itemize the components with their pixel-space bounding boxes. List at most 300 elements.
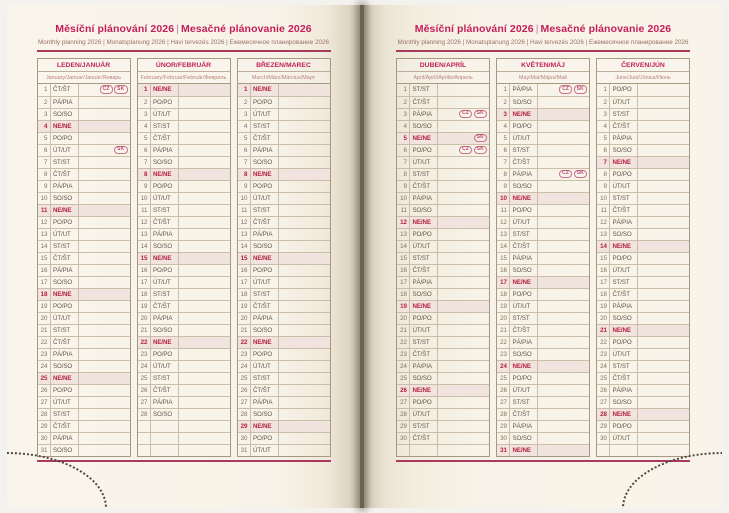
day-abbrev: PO/PO bbox=[251, 265, 279, 276]
day-row bbox=[497, 156, 589, 168]
day-row bbox=[597, 444, 689, 456]
notes-cell bbox=[179, 121, 230, 132]
day-number: 3 bbox=[138, 109, 151, 120]
day-abbrev: ST/ST bbox=[410, 253, 438, 264]
day-row bbox=[38, 432, 130, 444]
day-row bbox=[38, 348, 130, 360]
day-row bbox=[238, 432, 330, 444]
day-abbrev: SO/SO bbox=[410, 289, 438, 300]
notes-cell bbox=[638, 301, 689, 312]
day-row bbox=[497, 228, 589, 240]
day-row bbox=[497, 336, 589, 348]
day-number: 30 bbox=[397, 433, 410, 444]
notes-cell bbox=[538, 277, 589, 288]
day-number: 11 bbox=[38, 205, 51, 216]
notes-cell bbox=[538, 157, 589, 168]
day-number: 21 bbox=[238, 325, 251, 336]
day-row bbox=[597, 84, 689, 96]
day-abbrev: NE/NE bbox=[410, 385, 438, 396]
notes-cell bbox=[179, 229, 230, 240]
day-row bbox=[497, 432, 589, 444]
month-name: ČERVEN/JÚN bbox=[597, 59, 689, 73]
day-row bbox=[497, 252, 589, 264]
day-row bbox=[397, 408, 489, 420]
day-row bbox=[238, 192, 330, 204]
notes-cell bbox=[638, 181, 689, 192]
day-number: 24 bbox=[497, 361, 510, 372]
day-abbrev: ČT/ŠT bbox=[610, 289, 638, 300]
day-row bbox=[597, 216, 689, 228]
notes-cell bbox=[438, 409, 489, 420]
day-number: 6 bbox=[238, 145, 251, 156]
day-abbrev: SO/SO bbox=[51, 109, 79, 120]
day-abbrev: PO/PO bbox=[251, 349, 279, 360]
day-number: 11 bbox=[397, 205, 410, 216]
day-abbrev: SO/SO bbox=[510, 265, 538, 276]
month-table bbox=[137, 58, 231, 457]
day-number: 13 bbox=[138, 229, 151, 240]
day-abbrev: SO/SO bbox=[151, 325, 179, 336]
notes-cell bbox=[638, 433, 689, 444]
day-row bbox=[38, 204, 130, 216]
notes-cell bbox=[279, 421, 330, 432]
day-row bbox=[597, 240, 689, 252]
notes-cell bbox=[538, 337, 589, 348]
notes-cell bbox=[179, 397, 230, 408]
day-abbrev: PÁ/PIA bbox=[410, 193, 438, 204]
day-abbrev: PÁ/PIA bbox=[151, 145, 179, 156]
notes-cell bbox=[538, 181, 589, 192]
day-abbrev: PO/PO bbox=[251, 181, 279, 192]
day-number: 17 bbox=[138, 277, 151, 288]
day-abbrev: ST/ST bbox=[51, 157, 79, 168]
day-abbrev: ST/ST bbox=[610, 277, 638, 288]
day-abbrev: PÁ/PIA bbox=[410, 361, 438, 372]
day-abbrev: ST/ST bbox=[410, 337, 438, 348]
day-row bbox=[38, 300, 130, 312]
day-abbrev: ÚT/UT bbox=[510, 217, 538, 228]
day-abbrev: PÁ/PIA bbox=[51, 97, 79, 108]
notes-cell bbox=[79, 265, 130, 276]
day-row bbox=[497, 108, 589, 120]
notes-cell bbox=[538, 349, 589, 360]
day-number: 19 bbox=[138, 301, 151, 312]
day-row bbox=[138, 96, 230, 108]
day-row bbox=[238, 336, 330, 348]
day-abbrev: NE/NE bbox=[510, 445, 538, 456]
day-row bbox=[138, 348, 230, 360]
day-row bbox=[238, 408, 330, 420]
day-row bbox=[497, 84, 589, 96]
title-divider: | bbox=[176, 23, 180, 35]
day-abbrev: NE/NE bbox=[410, 217, 438, 228]
page-left-content bbox=[7, 5, 360, 508]
page-title-sk: Mesačné plánovanie 2026 bbox=[540, 23, 672, 35]
day-abbrev: PO/PO bbox=[251, 433, 279, 444]
day-abbrev: ÚT/UT bbox=[410, 157, 438, 168]
day-row bbox=[38, 336, 130, 348]
day-abbrev: NE/NE bbox=[251, 253, 279, 264]
day-row bbox=[238, 252, 330, 264]
day-row bbox=[397, 96, 489, 108]
day-number: 11 bbox=[497, 205, 510, 216]
notes-cell bbox=[638, 193, 689, 204]
notes-cell bbox=[279, 337, 330, 348]
day-row bbox=[397, 216, 489, 228]
day-number: 12 bbox=[497, 217, 510, 228]
notes-cell bbox=[179, 325, 230, 336]
day-number: 18 bbox=[597, 289, 610, 300]
day-abbrev: PÁ/PIA bbox=[251, 313, 279, 324]
day-number: 4 bbox=[138, 121, 151, 132]
day-abbrev: PO/PO bbox=[151, 181, 179, 192]
notes-cell bbox=[79, 289, 130, 300]
notes-cell bbox=[279, 205, 330, 216]
day-abbrev: SO/SO bbox=[610, 145, 638, 156]
day-number: 16 bbox=[38, 265, 51, 276]
header-rule bbox=[37, 50, 331, 52]
day-row bbox=[38, 180, 130, 192]
day-number: 26 bbox=[397, 385, 410, 396]
day-abbrev: SO/SO bbox=[151, 409, 179, 420]
day-row bbox=[497, 180, 589, 192]
day-row bbox=[238, 132, 330, 144]
day-abbrev: NE/NE bbox=[151, 337, 179, 348]
notes-cell bbox=[438, 325, 489, 336]
notes-cell bbox=[638, 361, 689, 372]
day-row bbox=[238, 216, 330, 228]
day-row bbox=[597, 336, 689, 348]
day-abbrev: PO/PO bbox=[410, 229, 438, 240]
day-row bbox=[38, 276, 130, 288]
day-abbrev: NE/NE bbox=[151, 84, 179, 96]
notes-cell bbox=[279, 373, 330, 384]
day-abbrev: NE/NE bbox=[251, 337, 279, 348]
day-row bbox=[38, 84, 130, 96]
day-number: 7 bbox=[238, 157, 251, 168]
day-row bbox=[238, 300, 330, 312]
notes-cell bbox=[279, 97, 330, 108]
day-abbrev: ST/ST bbox=[251, 121, 279, 132]
notes-cell bbox=[638, 217, 689, 228]
day-row bbox=[397, 444, 489, 456]
day-number: 6 bbox=[397, 145, 410, 156]
month-grid bbox=[37, 84, 131, 457]
day-abbrev: ST/ST bbox=[251, 373, 279, 384]
day-number: 11 bbox=[138, 205, 151, 216]
notes-cell bbox=[538, 253, 589, 264]
month-grid bbox=[137, 84, 231, 457]
notes-cell bbox=[79, 253, 130, 264]
day-row bbox=[597, 120, 689, 132]
notes-cell bbox=[438, 301, 489, 312]
notes-cell bbox=[279, 349, 330, 360]
day-row bbox=[138, 84, 230, 96]
day-abbrev: SO/SO bbox=[51, 361, 79, 372]
day-number: 24 bbox=[397, 361, 410, 372]
notes-cell bbox=[638, 157, 689, 168]
day-number: 25 bbox=[38, 373, 51, 384]
day-row bbox=[397, 384, 489, 396]
notes-cell bbox=[638, 121, 689, 132]
notes-cell bbox=[538, 145, 589, 156]
day-row bbox=[238, 264, 330, 276]
notes-cell bbox=[279, 433, 330, 444]
day-abbrev: ČT/ŠT bbox=[510, 325, 538, 336]
day-abbrev: PO/PO bbox=[410, 397, 438, 408]
day-abbrev: ČT/ŠT bbox=[610, 205, 638, 216]
notes-cell bbox=[638, 169, 689, 180]
notes-cell bbox=[638, 397, 689, 408]
day-row bbox=[397, 204, 489, 216]
day-abbrev: ÚT/UT bbox=[51, 313, 79, 324]
day-number: 13 bbox=[497, 229, 510, 240]
notes-cell bbox=[79, 421, 130, 432]
day-number: 1 bbox=[238, 84, 251, 96]
notes-cell bbox=[638, 445, 689, 456]
day-row bbox=[597, 168, 689, 180]
day-row bbox=[497, 396, 589, 408]
day-row bbox=[138, 420, 230, 432]
notes-cell bbox=[438, 169, 489, 180]
notes-cell bbox=[279, 84, 330, 96]
day-abbrev: PÁ/PIA bbox=[510, 421, 538, 432]
day-row bbox=[138, 288, 230, 300]
notes-cell bbox=[79, 397, 130, 408]
day-abbrev: ST/ST bbox=[251, 205, 279, 216]
day-number bbox=[138, 421, 151, 432]
day-row bbox=[138, 144, 230, 156]
day-row bbox=[238, 84, 330, 96]
day-row bbox=[397, 360, 489, 372]
day-number: 8 bbox=[238, 169, 251, 180]
day-abbrev: PÁ/PIA bbox=[610, 301, 638, 312]
day-row bbox=[497, 192, 589, 204]
day-row bbox=[497, 216, 589, 228]
day-abbrev: PÁ/PIA bbox=[410, 109, 438, 120]
day-number: 25 bbox=[497, 373, 510, 384]
day-row bbox=[38, 396, 130, 408]
notes-cell bbox=[179, 349, 230, 360]
page-header bbox=[7, 23, 360, 52]
day-row bbox=[497, 132, 589, 144]
day-number: 7 bbox=[138, 157, 151, 168]
day-number: 18 bbox=[238, 289, 251, 300]
day-row bbox=[238, 324, 330, 336]
notes-cell bbox=[538, 241, 589, 252]
day-abbrev: ÚT/UT bbox=[251, 445, 279, 456]
day-number: 19 bbox=[238, 301, 251, 312]
day-abbrev bbox=[610, 445, 638, 456]
notes-cell bbox=[279, 241, 330, 252]
day-number: 4 bbox=[238, 121, 251, 132]
day-row bbox=[138, 396, 230, 408]
day-number: 21 bbox=[597, 325, 610, 336]
notes-cell bbox=[638, 337, 689, 348]
notes-cell bbox=[179, 385, 230, 396]
day-number: 10 bbox=[38, 193, 51, 204]
day-row bbox=[397, 108, 489, 120]
day-abbrev: ST/ST bbox=[151, 289, 179, 300]
notes-cell bbox=[79, 205, 130, 216]
day-row bbox=[597, 228, 689, 240]
day-abbrev: ST/ST bbox=[510, 229, 538, 240]
notes-cell bbox=[538, 289, 589, 300]
notes-cell bbox=[279, 145, 330, 156]
notes-cell bbox=[279, 169, 330, 180]
day-row bbox=[497, 444, 589, 456]
day-number: 15 bbox=[238, 253, 251, 264]
day-number: 16 bbox=[497, 265, 510, 276]
day-abbrev: ČT/ŠT bbox=[251, 301, 279, 312]
holiday-badge-cz: CZ bbox=[459, 146, 472, 155]
day-row bbox=[238, 288, 330, 300]
day-abbrev: PÁ/PIA bbox=[251, 397, 279, 408]
notes-cell bbox=[279, 277, 330, 288]
day-abbrev: ČT/ŠT bbox=[251, 385, 279, 396]
notes-cell bbox=[638, 265, 689, 276]
day-abbrev: SO/SO bbox=[251, 325, 279, 336]
notes-cell bbox=[279, 157, 330, 168]
day-row bbox=[238, 372, 330, 384]
day-abbrev: PÁ/PIA bbox=[151, 229, 179, 240]
notes-cell bbox=[179, 97, 230, 108]
day-row bbox=[138, 300, 230, 312]
day-row bbox=[138, 372, 230, 384]
holiday-badge-sk: SK bbox=[474, 110, 487, 119]
day-abbrev: SO/SO bbox=[510, 433, 538, 444]
notes-cell bbox=[79, 193, 130, 204]
notes-cell bbox=[638, 277, 689, 288]
day-row bbox=[397, 348, 489, 360]
day-abbrev: ST/ST bbox=[151, 373, 179, 384]
day-row bbox=[397, 168, 489, 180]
notes-cell bbox=[538, 301, 589, 312]
day-number: 7 bbox=[397, 157, 410, 168]
day-abbrev: ST/ST bbox=[410, 169, 438, 180]
day-number: 23 bbox=[497, 349, 510, 360]
day-row bbox=[138, 204, 230, 216]
day-number: 12 bbox=[38, 217, 51, 228]
notes-cell bbox=[279, 121, 330, 132]
month-grid bbox=[496, 84, 590, 457]
day-number: 26 bbox=[138, 385, 151, 396]
day-row bbox=[138, 240, 230, 252]
day-abbrev bbox=[151, 445, 179, 456]
day-number: 14 bbox=[238, 241, 251, 252]
notes-cell bbox=[538, 433, 589, 444]
day-number: 14 bbox=[597, 241, 610, 252]
day-number: 1 bbox=[597, 84, 610, 96]
day-row bbox=[597, 360, 689, 372]
header-rule bbox=[396, 50, 690, 52]
day-abbrev: ST/ST bbox=[510, 145, 538, 156]
day-abbrev: NE/NE bbox=[610, 409, 638, 420]
day-number: 24 bbox=[238, 361, 251, 372]
notes-cell bbox=[638, 205, 689, 216]
day-row bbox=[597, 432, 689, 444]
day-row bbox=[238, 360, 330, 372]
notes-cell bbox=[179, 157, 230, 168]
day-abbrev: NE/NE bbox=[251, 169, 279, 180]
holiday-badge-sk: SK bbox=[114, 146, 127, 155]
day-number: 3 bbox=[497, 109, 510, 120]
day-number bbox=[597, 445, 610, 456]
day-row bbox=[597, 252, 689, 264]
day-number: 10 bbox=[597, 193, 610, 204]
day-abbrev: ST/ST bbox=[151, 121, 179, 132]
notes-cell bbox=[179, 253, 230, 264]
notes-cell bbox=[538, 205, 589, 216]
day-number: 6 bbox=[38, 145, 51, 156]
day-number: 4 bbox=[38, 121, 51, 132]
notes-cell bbox=[538, 229, 589, 240]
holiday-badge-sk: SK bbox=[474, 134, 487, 143]
day-number: 7 bbox=[597, 157, 610, 168]
day-number: 18 bbox=[497, 289, 510, 300]
day-number: 15 bbox=[597, 253, 610, 264]
day-number: 20 bbox=[397, 313, 410, 324]
notes-cell bbox=[279, 445, 330, 456]
month-name: KVĚTEN/MÁJ bbox=[497, 59, 589, 73]
month-subtitle: January/Januar/Január/Январь bbox=[45, 74, 122, 81]
day-row bbox=[38, 216, 130, 228]
day-number: 5 bbox=[597, 133, 610, 144]
day-abbrev bbox=[151, 433, 179, 444]
day-abbrev: ČT/ŠT bbox=[510, 241, 538, 252]
day-row bbox=[38, 144, 130, 156]
day-row bbox=[497, 168, 589, 180]
day-number bbox=[138, 445, 151, 456]
day-abbrev: ST/ST bbox=[510, 397, 538, 408]
month-header bbox=[237, 58, 331, 84]
day-number: 23 bbox=[397, 349, 410, 360]
notes-cell bbox=[79, 409, 130, 420]
day-row bbox=[497, 264, 589, 276]
holiday-badge-cz: CZ bbox=[459, 110, 472, 119]
day-abbrev: NE/NE bbox=[510, 277, 538, 288]
notes-cell bbox=[79, 145, 130, 156]
notes-cell bbox=[179, 217, 230, 228]
day-row bbox=[138, 216, 230, 228]
month-grid bbox=[237, 84, 331, 457]
day-number: 11 bbox=[238, 205, 251, 216]
day-row bbox=[138, 228, 230, 240]
day-row bbox=[597, 324, 689, 336]
month-table bbox=[237, 58, 331, 457]
day-number: 3 bbox=[397, 109, 410, 120]
notes-cell bbox=[279, 289, 330, 300]
notes-cell bbox=[179, 373, 230, 384]
page-title-cz: Měsíční plánování 2026 bbox=[55, 23, 175, 35]
day-row bbox=[397, 288, 489, 300]
day-abbrev: ČT/ŠT bbox=[410, 181, 438, 192]
day-abbrev: ÚT/UT bbox=[610, 265, 638, 276]
day-row bbox=[238, 204, 330, 216]
day-abbrev: PO/PO bbox=[610, 253, 638, 264]
month-table bbox=[596, 58, 690, 457]
day-abbrev: PO/PO bbox=[610, 337, 638, 348]
month-subtitle: March/März/Március/Март bbox=[251, 74, 316, 81]
day-row bbox=[497, 360, 589, 372]
day-number: 21 bbox=[497, 325, 510, 336]
day-abbrev: ČT/ŠT bbox=[410, 97, 438, 108]
day-row bbox=[397, 264, 489, 276]
title-divider: | bbox=[535, 23, 539, 35]
day-abbrev: SO/SO bbox=[410, 121, 438, 132]
day-number: 15 bbox=[38, 253, 51, 264]
day-number: 27 bbox=[138, 397, 151, 408]
